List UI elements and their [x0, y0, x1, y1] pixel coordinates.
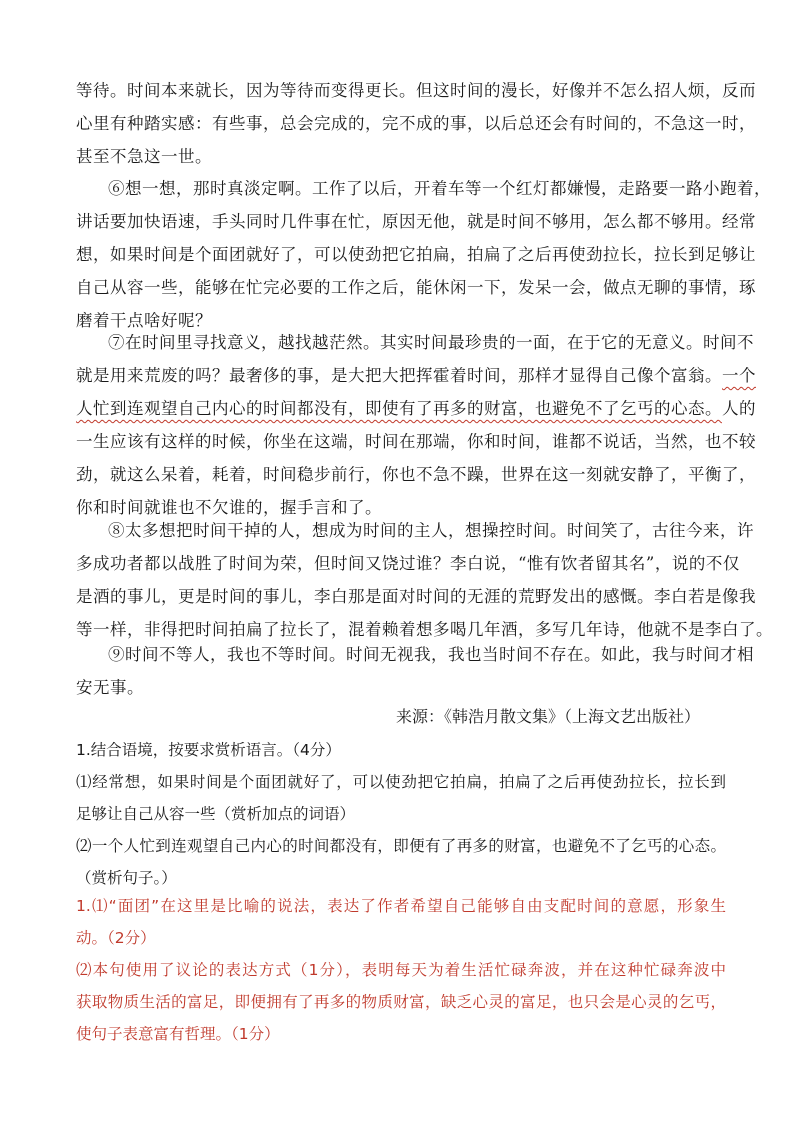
answer-block: [76, 890, 726, 1050]
text-line: ⑦在时间里寻找意义，越找越茫然。其实时间最珍贵的一面，在于它的无意义。时间不: [108, 333, 754, 352]
paragraph-7: [76, 326, 756, 524]
text-line: 一生应该有这样的时候，你坐在这端，时间在那端，你和时间，谁都不说话，当然，也不较: [76, 432, 756, 451]
question-item-2-cont: （赏析句子。）: [76, 869, 177, 887]
text-line: 等待。时间本来就长，因为等待而变得更长。但这时间的漫长，好像并不怎么招人烦，反而: [76, 81, 756, 100]
paragraph-8: [76, 514, 773, 646]
question-title: 1.结合语境，按要求赏析语言。（4分）: [76, 741, 341, 759]
source-citation: 来源：《韩浩月散文集》（上海文艺出版社）: [396, 707, 701, 726]
text-line: 讲话要加快语速，手头同时几件事在忙，原因无他，就是时间不够用，怎么都不够用。经常: [76, 212, 756, 231]
text-line: 劲，就这么呆着，耗着，时间稳步前行，你也不急不躁，世界在这一刻就安静了，平衡了，: [76, 465, 756, 484]
question-item-2: ⑵一个人忙到连观望自己内心的时间都没有，即便有了再多的财富，也避免不了乞丐的心态。: [76, 837, 726, 855]
paragraph-5-continued: [76, 74, 756, 173]
text-segment: 人的: [722, 399, 756, 418]
answer-1-cont: 动。（2分）: [76, 929, 156, 947]
question-item-1-cont: 足够让自己从容一些（赏析加点的词语）: [76, 805, 356, 823]
text-line: [76, 392, 756, 425]
answer-2-cont: 获取物质生活的富足，即便拥有了再多的物质财富，缺乏心灵的富足，也只会是心灵的乞丐，: [76, 993, 726, 1011]
text-line: ⑥想一想，那时真淡定啊。工作了以后，开着车等一个红灯都嫌慢，走路要一路小跑着，: [108, 179, 771, 198]
underlined-sentence: 人忙到连观望自己内心的时间都没有，即使有了再多的财富，也避免不了乞丐的心态。: [76, 399, 722, 418]
text-line: 磨着干点啥好呢？: [76, 311, 212, 330]
answer-2-end: 使句子表意富有哲理。（1分）: [76, 1025, 280, 1043]
text-line: 是酒的事儿，更是时间的事儿，李白那是面对时间的无涯的荒野发出的感慨。李白若是像我: [76, 587, 756, 606]
text-segment: 就是用来荒废的吗？最奢侈的事，是大把大把挥霍着时间，那样才显得自己像个富翁。: [76, 366, 722, 385]
paragraph-9: [76, 638, 754, 704]
text-line: 想，如果时间是个面团就好了，可以使劲把它拍扁，拍扁了之后再使劲拉长，拉长到足够让: [76, 245, 756, 264]
text-line: 自己从容一些，能够在忙完必要的工作之后，能休闲一下，发呆一会，做点无聊的事情，琢: [76, 278, 756, 297]
text-line: 你和时间就谁也不欠谁的，握手言和了。: [76, 498, 382, 517]
question-1: [76, 734, 726, 894]
answer-2: ⑵本句使用了议论的表达方式（1分），表明每天为着生活忙碌奔波，并在这种忙碌奔波中: [76, 961, 726, 979]
text-line: ⑨时间不等人，我也不等时间。时间无视我，我也当时间不存在。如此，我与时间才相: [108, 645, 754, 664]
paragraph-6: [76, 172, 771, 337]
text-line: ⑧太多想把时间干掉的人，想成为时间的主人，想操控时间。时间笑了，古往今来，许: [108, 521, 754, 540]
answer-1: 1.⑴“面团”在这里是比喻的说法，表达了作者希望自己能够自由支配时间的意愿，形象生: [76, 897, 726, 915]
underlined-sentence: 一个: [722, 366, 756, 385]
text-line: [76, 359, 756, 392]
text-line: 心里有种踏实感：有些事，总会完成的，完不成的事，以后总还会有时间的，不急这一时，: [76, 114, 756, 133]
question-item-1: ⑴经常想，如果时间是个面团就好了，可以使劲把它拍扁，拍扁了之后再使劲拉长，拉长到: [76, 773, 726, 791]
text-line: 多成功者都以战胜了时间为荣，但时间又饶过谁？李白说，“惟有饮者留其名”，说的不仅: [76, 554, 740, 573]
text-line: 安无事。: [76, 678, 144, 697]
text-line: 甚至不急这一世。: [76, 147, 212, 166]
text-line: 等一样，非得把时间拍扁了拉长了，混着赖着想多喝几年酒，多写几年诗，他就不是李白了。: [76, 620, 773, 639]
